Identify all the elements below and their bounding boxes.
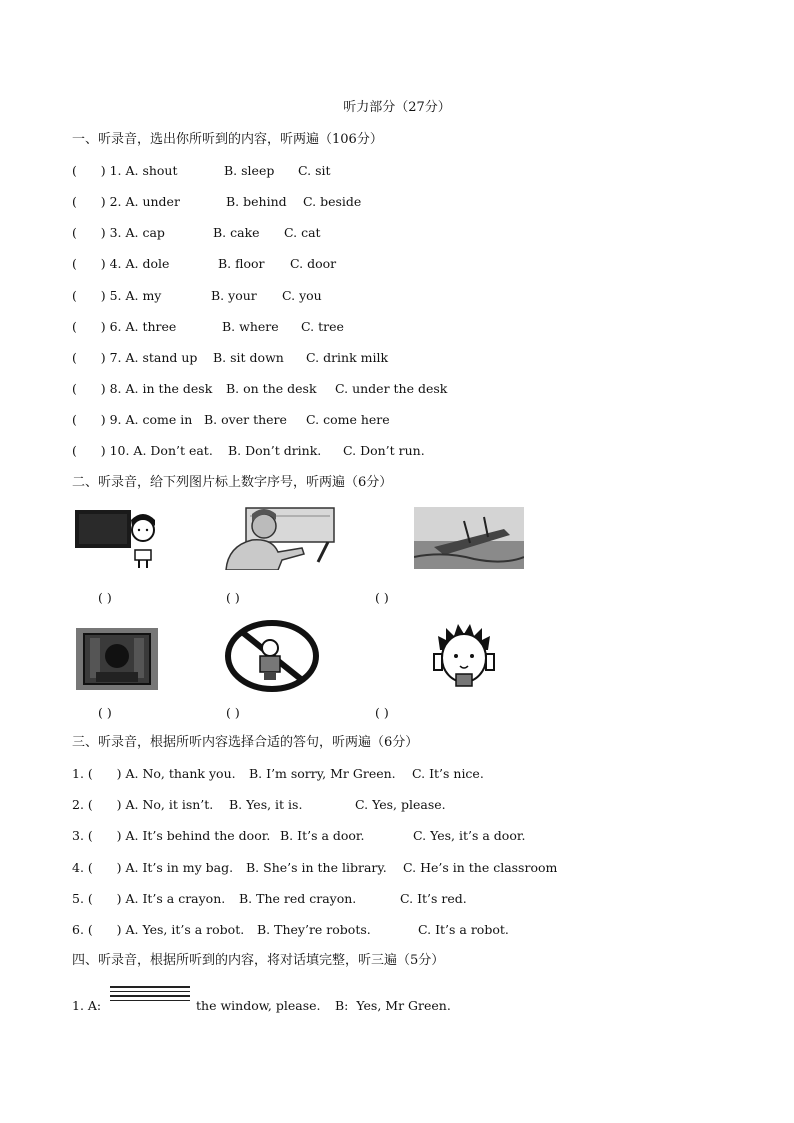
item-option-c: C. He’s in the classroom bbox=[403, 860, 558, 875]
item-option-b: B. I’m sorry, Mr Green. bbox=[249, 766, 396, 781]
item-question: ( ) 3. A. cap bbox=[72, 225, 165, 240]
answer-paren: ( ) bbox=[375, 705, 389, 720]
section2-heading: 二、听录音，给下列图片标上数字序号，听两遍（6分） bbox=[72, 475, 393, 490]
item-option-b: B. on the desk bbox=[226, 381, 317, 396]
item-option-b: B. It’s a door. bbox=[280, 828, 365, 843]
item-option-c: C. It’s nice. bbox=[412, 766, 484, 781]
boat-picture bbox=[414, 507, 524, 569]
page-title: 听力部分（27分） bbox=[343, 100, 451, 115]
item-option-b: B. Yes, it is. bbox=[229, 797, 303, 812]
item-option-b: B. floor bbox=[218, 256, 265, 271]
item-question: ( ) 8. A. in the desk bbox=[72, 381, 213, 396]
section3-heading: 三、听录音，根据所听内容选择合适的答句，听两遍（6分） bbox=[72, 735, 419, 750]
item-question: ( ) 4. A. dole bbox=[72, 256, 170, 271]
item-option-c: C. door bbox=[290, 256, 337, 271]
item-option-b: B. The red crayon. bbox=[239, 891, 357, 906]
item-question: ( ) 1. A. shout bbox=[72, 163, 178, 178]
item-option-b: B. where bbox=[222, 319, 279, 334]
boy-face-picture bbox=[432, 624, 496, 690]
item-option-b: B. She’s in the library. bbox=[246, 860, 387, 875]
item-option-b: B. Don’t drink. bbox=[228, 443, 322, 458]
dialogue-line-a: the window, please. bbox=[196, 998, 321, 1013]
answer-paren: ( ) bbox=[98, 590, 112, 605]
item-question: ( ) 2. A. under bbox=[72, 194, 180, 209]
blackboard-girl-picture bbox=[75, 508, 165, 570]
item-option-c: C. under the desk bbox=[335, 381, 448, 396]
door-picture bbox=[76, 628, 158, 690]
item-question: 6. ( ) A. Yes, it’s a robot. bbox=[72, 922, 245, 937]
item-question: ( ) 9. A. come in bbox=[72, 412, 193, 427]
item-question: 1. ( ) A. No, thank you. bbox=[72, 766, 236, 781]
dialogue-speaker-a: 1. A: bbox=[72, 998, 102, 1013]
item-option-c: C. Yes, it’s a door. bbox=[413, 828, 526, 843]
item-option-c: C. It’s a robot. bbox=[418, 922, 509, 937]
item-question: ( ) 5. A. my bbox=[72, 288, 162, 303]
item-question: ( ) 7. A. stand up bbox=[72, 350, 198, 365]
item-option-b: B. cake bbox=[213, 225, 260, 240]
item-question: 3. ( ) A. It’s behind the door. bbox=[72, 828, 271, 843]
item-option-c: C. beside bbox=[303, 194, 362, 209]
answer-paren: ( ) bbox=[98, 705, 112, 720]
item-option-c: C. you bbox=[282, 288, 322, 303]
item-option-c: C. cat bbox=[284, 225, 321, 240]
section4-heading: 四、听录音，根据所听到的内容，将对话填完整，听三遍（5分） bbox=[72, 953, 445, 968]
item-option-b: B. over there bbox=[204, 412, 287, 427]
item-question: 4. ( ) A. It’s in my bag. bbox=[72, 860, 234, 875]
item-option-c: C. come here bbox=[306, 412, 390, 427]
answer-paren: ( ) bbox=[226, 705, 240, 720]
item-question: 5. ( ) A. It’s a crayon. bbox=[72, 891, 226, 906]
item-option-b: B. sit down bbox=[213, 350, 284, 365]
item-option-c: C. drink milk bbox=[306, 350, 389, 365]
item-question: 2. ( ) A. No, it isn’t. bbox=[72, 797, 214, 812]
item-question: ( ) 10. A. Don’t eat. bbox=[72, 443, 213, 458]
item-option-b: B. They’re robots. bbox=[257, 922, 371, 937]
boy-pointing-picture bbox=[222, 506, 336, 570]
item-option-c: C. It’s red. bbox=[400, 891, 467, 906]
item-option-c: C. Don’t run. bbox=[343, 443, 425, 458]
item-option-b: B. your bbox=[211, 288, 257, 303]
answer-paren: ( ) bbox=[375, 590, 389, 605]
item-option-c: C. sit bbox=[298, 163, 331, 178]
item-option-b: B. behind bbox=[226, 194, 287, 209]
item-question: ( ) 6. A. three bbox=[72, 319, 177, 334]
answer-blank[interactable] bbox=[110, 986, 190, 1008]
item-option-c: C. Yes, please. bbox=[355, 797, 446, 812]
dialogue-line-b: B: Yes, Mr Green. bbox=[335, 998, 451, 1013]
section1-heading: 一、听录音，选出你所听到的内容，听两遍（106分） bbox=[72, 132, 383, 147]
item-option-c: C. tree bbox=[301, 319, 344, 334]
no-sign-picture bbox=[224, 620, 320, 692]
item-option-b: B. sleep bbox=[224, 163, 275, 178]
answer-paren: ( ) bbox=[226, 590, 240, 605]
